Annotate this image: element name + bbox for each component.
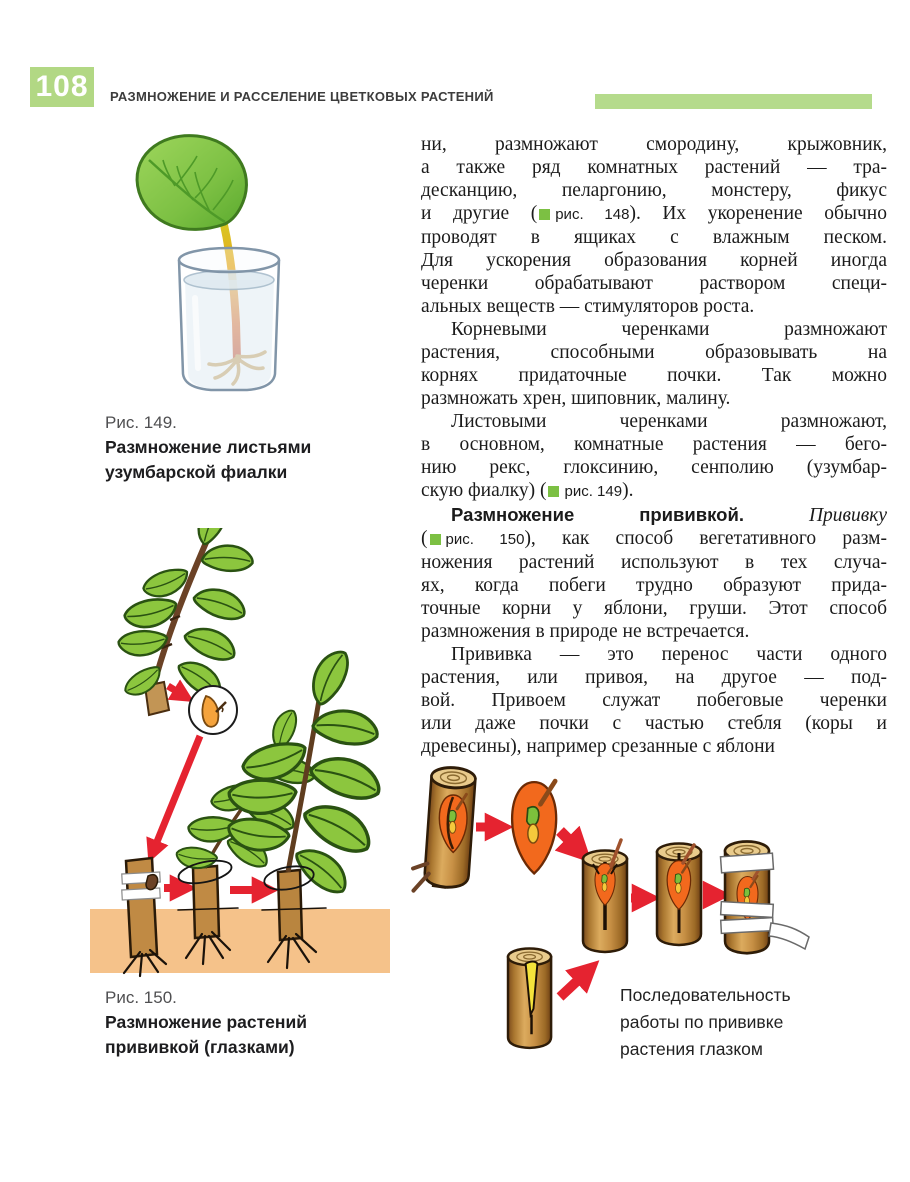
header-accent-bar [595, 94, 872, 109]
body-text-column [421, 133, 887, 758]
figure-ref-icon [539, 209, 550, 220]
figure-ref-icon [548, 486, 559, 497]
text-line [421, 551, 887, 574]
text-line [421, 620, 887, 643]
fig149-leaf-in-glass-illustration [115, 128, 390, 413]
text-segment: вой. Привоем служат побеговые черенки [421, 690, 887, 711]
text-segment: рис. 149 [564, 483, 623, 500]
text-segment: точные корни у яблони, груши. Этот способ [421, 598, 887, 619]
text-line [421, 689, 887, 712]
text-segment: десканцию, пеларгонию, монстеру, фикус [421, 180, 887, 201]
fig149-caption-line: Размножение листьями [105, 437, 312, 457]
text-line [421, 410, 887, 433]
text-line [421, 364, 887, 387]
text-segment: черенки обрабатывают раствором специ- [421, 273, 887, 294]
text-segment: в основном, комнатные растения — бего- [421, 434, 887, 455]
text-segment: Размножение прививкой. [451, 504, 809, 525]
text-segment: Прививка — это перенос части одного [451, 644, 887, 665]
fig150-caption-line: прививкой (глазками) [105, 1037, 295, 1057]
fig150-label: Рис. 150. [105, 988, 177, 1007]
text-segment: или даже почки с частью стебля (коры и [421, 713, 887, 734]
grafting-sequence-caption [620, 982, 840, 1063]
text-line [421, 479, 887, 503]
fig150-grafting-illustration [90, 528, 390, 978]
text-line [421, 666, 887, 689]
chapter-title: РАЗМНОЖЕНИЕ И РАССЕЛЕНИЕ ЦВЕТКОВЫХ РАСТЕНИЙ [110, 89, 494, 104]
text-line [421, 433, 887, 456]
text-line [421, 226, 887, 249]
text-line [421, 318, 887, 341]
text-segment: рис. 150 [445, 531, 525, 548]
text-segment: а также ряд комнатных растений — тра- [421, 157, 887, 178]
text-segment: Листовыми черенками размножают, [451, 411, 887, 432]
text-line [421, 272, 887, 295]
text-line [421, 133, 887, 156]
text-segment: альных веществ — стимуляторов роста. [421, 296, 755, 317]
fig150-caption-line: Размножение растений [105, 1012, 308, 1032]
text-segment: Корневыми черенками размножают [451, 319, 887, 340]
text-segment: и другие ( [421, 203, 538, 224]
fig149-caption [105, 410, 415, 485]
text-segment: ). Их укоренение обычно [629, 203, 887, 224]
text-line [421, 527, 887, 551]
text-segment: размножать хрен, шиповник, малину. [421, 388, 731, 409]
grafting-caption-line: Последовательность [620, 985, 791, 1005]
text-segment: ( [421, 528, 428, 549]
page-number-badge [30, 67, 94, 107]
text-segment: рис. 148 [555, 206, 630, 223]
text-segment: Прививку [808, 505, 887, 526]
text-segment: ножения растений используют в тех случа- [421, 552, 887, 573]
text-line [421, 295, 887, 318]
text-segment: древесины), например срезанные с яблони [421, 736, 775, 757]
text-line [421, 202, 887, 226]
text-line [421, 574, 887, 597]
text-line [421, 597, 887, 620]
text-segment: размножения в природе не встречается. [421, 621, 750, 642]
text-line [421, 341, 887, 364]
text-segment: ях, когда побеги трудно образуют прида- [421, 575, 887, 596]
grafting-caption-line: растения глазком [620, 1039, 763, 1059]
text-line [421, 249, 887, 272]
text-segment: ни, размножают смородину, крыжовник, [421, 134, 887, 155]
text-line [421, 179, 887, 202]
text-segment: нию рекс, глоксинию, сенполию (узумбар- [421, 457, 887, 478]
text-line [421, 387, 887, 410]
text-segment: Для ускорения образования корней иногда [421, 250, 887, 271]
text-line [421, 156, 887, 179]
text-segment: скую фиалку) ( [421, 480, 547, 501]
fig150-caption [105, 985, 415, 1060]
text-segment: корнях придаточные почки. Так можно [421, 365, 887, 386]
grafting-caption-line: работы по прививке [620, 1012, 784, 1032]
text-segment: ), как способ вегетативного разм- [524, 528, 887, 549]
text-line [421, 712, 887, 735]
figure-ref-icon [430, 534, 441, 545]
text-line [421, 503, 887, 527]
text-line [421, 456, 887, 479]
text-segment: проводят в ящиках с влажным песком. [421, 227, 887, 248]
fig149-caption-line: узумбарской фиалки [105, 462, 288, 482]
text-segment: ). [622, 480, 634, 501]
text-line [421, 643, 887, 666]
fig149-label: Рис. 149. [105, 413, 177, 432]
page-number: 108 [35, 70, 89, 103]
text-segment: растения, или привоя, на другое — под- [421, 667, 887, 688]
text-segment: растения, способными образовывать на [421, 342, 887, 363]
